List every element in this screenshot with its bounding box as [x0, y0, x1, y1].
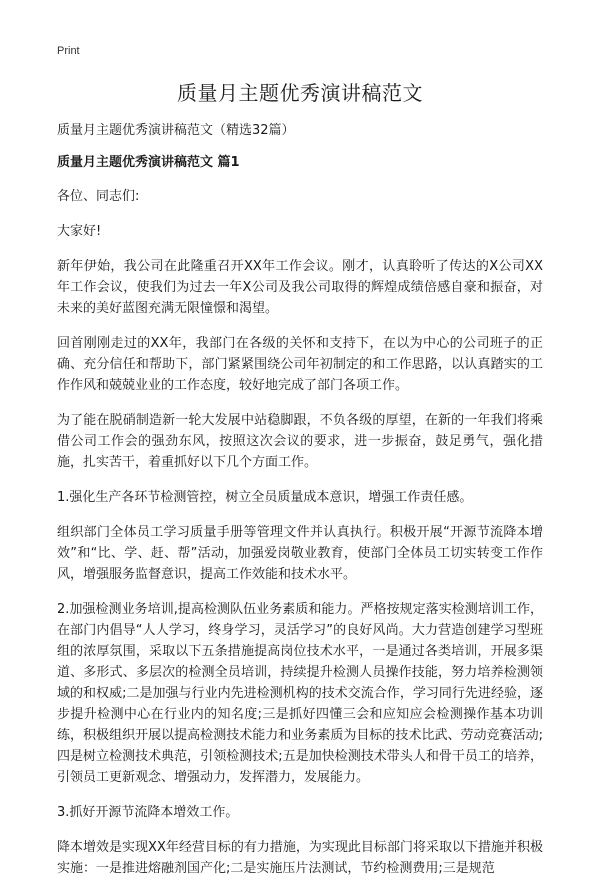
- salutation: 各位、同志们:: [57, 189, 140, 204]
- print-label: Print: [57, 45, 80, 57]
- section-heading: 质量月主题优秀演讲稿范文 篇1: [57, 155, 240, 170]
- paragraph-4: 组织部门全体员工学习质量手册等管理文件并认真执行。积极开展“开源节流降本增效”和“比、学、赶、帮”活动，加强爱岗敬业教育，使部门全体员工切实转变工作作风，增强服务监督意识，提高工作效能和技术水平。: [57, 525, 543, 582]
- paragraph-3: 为了能在脱硝制造新一轮大发展中站稳脚跟，不负各级的厚望，在新的一年我们将乘借公司工作会的强劲东风，按照这次会议的要求，进一步振奋，鼓足勇气，强化措施，扎实苦干，着重抓好以下几个方面工作。: [57, 413, 543, 470]
- document-subtitle: 质量月主题优秀演讲稿范文（精选32篇）: [57, 123, 295, 138]
- paragraph-2: 回首刚刚走过的XX年，我部门在各级的关怀和支持下，在以为中心的公司班子的正确、充分信任和帮助下，部门紧紧围绕公司年初制定的和工作思路，以认真踏实的工作作风和兢兢业业的工作态度，较好地完成了部门各项工作。: [57, 336, 543, 393]
- document-title: 质量月主题优秀演讲稿范文: [177, 81, 423, 105]
- paragraph-1: 新年伊始，我公司在此隆重召开XX年工作会议。刚才，认真聆听了传达的X公司XX年工作会议，使我们为过去一年X公司及我公司取得的辉煌成绩倍感自豪和振奋，对未来的美好蓝图充满无限憧憬和渴望。: [57, 259, 543, 316]
- paragraph-5: 降本增效是实现XX年经营目标的有力措施，为实现此目标部门将采取以下措施并积极实施：一是推进熔融剂国产化;二是实施压片法测试，节约检测费用;三是规范: [57, 840, 543, 876]
- list-item-1-heading: 1.强化生产各环节检测管控，树立全员质量成本意识，增强工作责任感。: [57, 490, 473, 505]
- list-item-2-paragraph: 2.加强检测业务培训,提高检测队伍业务素质和能力。严格按规定落实检测培训工作，在部门内倡导“人人学习，终身学习，灵活学习”的良好风尚。大力营造创建学习型班组的浓厚氛围，采取以下五条措施提高岗位技术水平，一是通过各类培训，开展多渠道、多形式、多层次的检测全员培训，持续提升检测人员操作技能，努力培养检测领域的和权威;二是加强与行业内先进检测机构的技术交流合作，学习同行先进经验，逐步提升检测中心在行业内的知名度;三是抓好四懂三会和应知应会检测操作基本功训练，积极组织开展以提高检测技术能力和业务素质为目标的技术比武、劳动竞赛活动;四是树立检测技术典范，引领检测技术;五是加快检测技术带头人和骨干员工的培养，引领员工更新观念、增强动力，发挥潜力，发展能力。: [57, 602, 543, 785]
- greeting: 大家好!: [57, 224, 102, 239]
- list-item-3-heading: 3.抓好开源节流降本增效工作。: [57, 805, 239, 820]
